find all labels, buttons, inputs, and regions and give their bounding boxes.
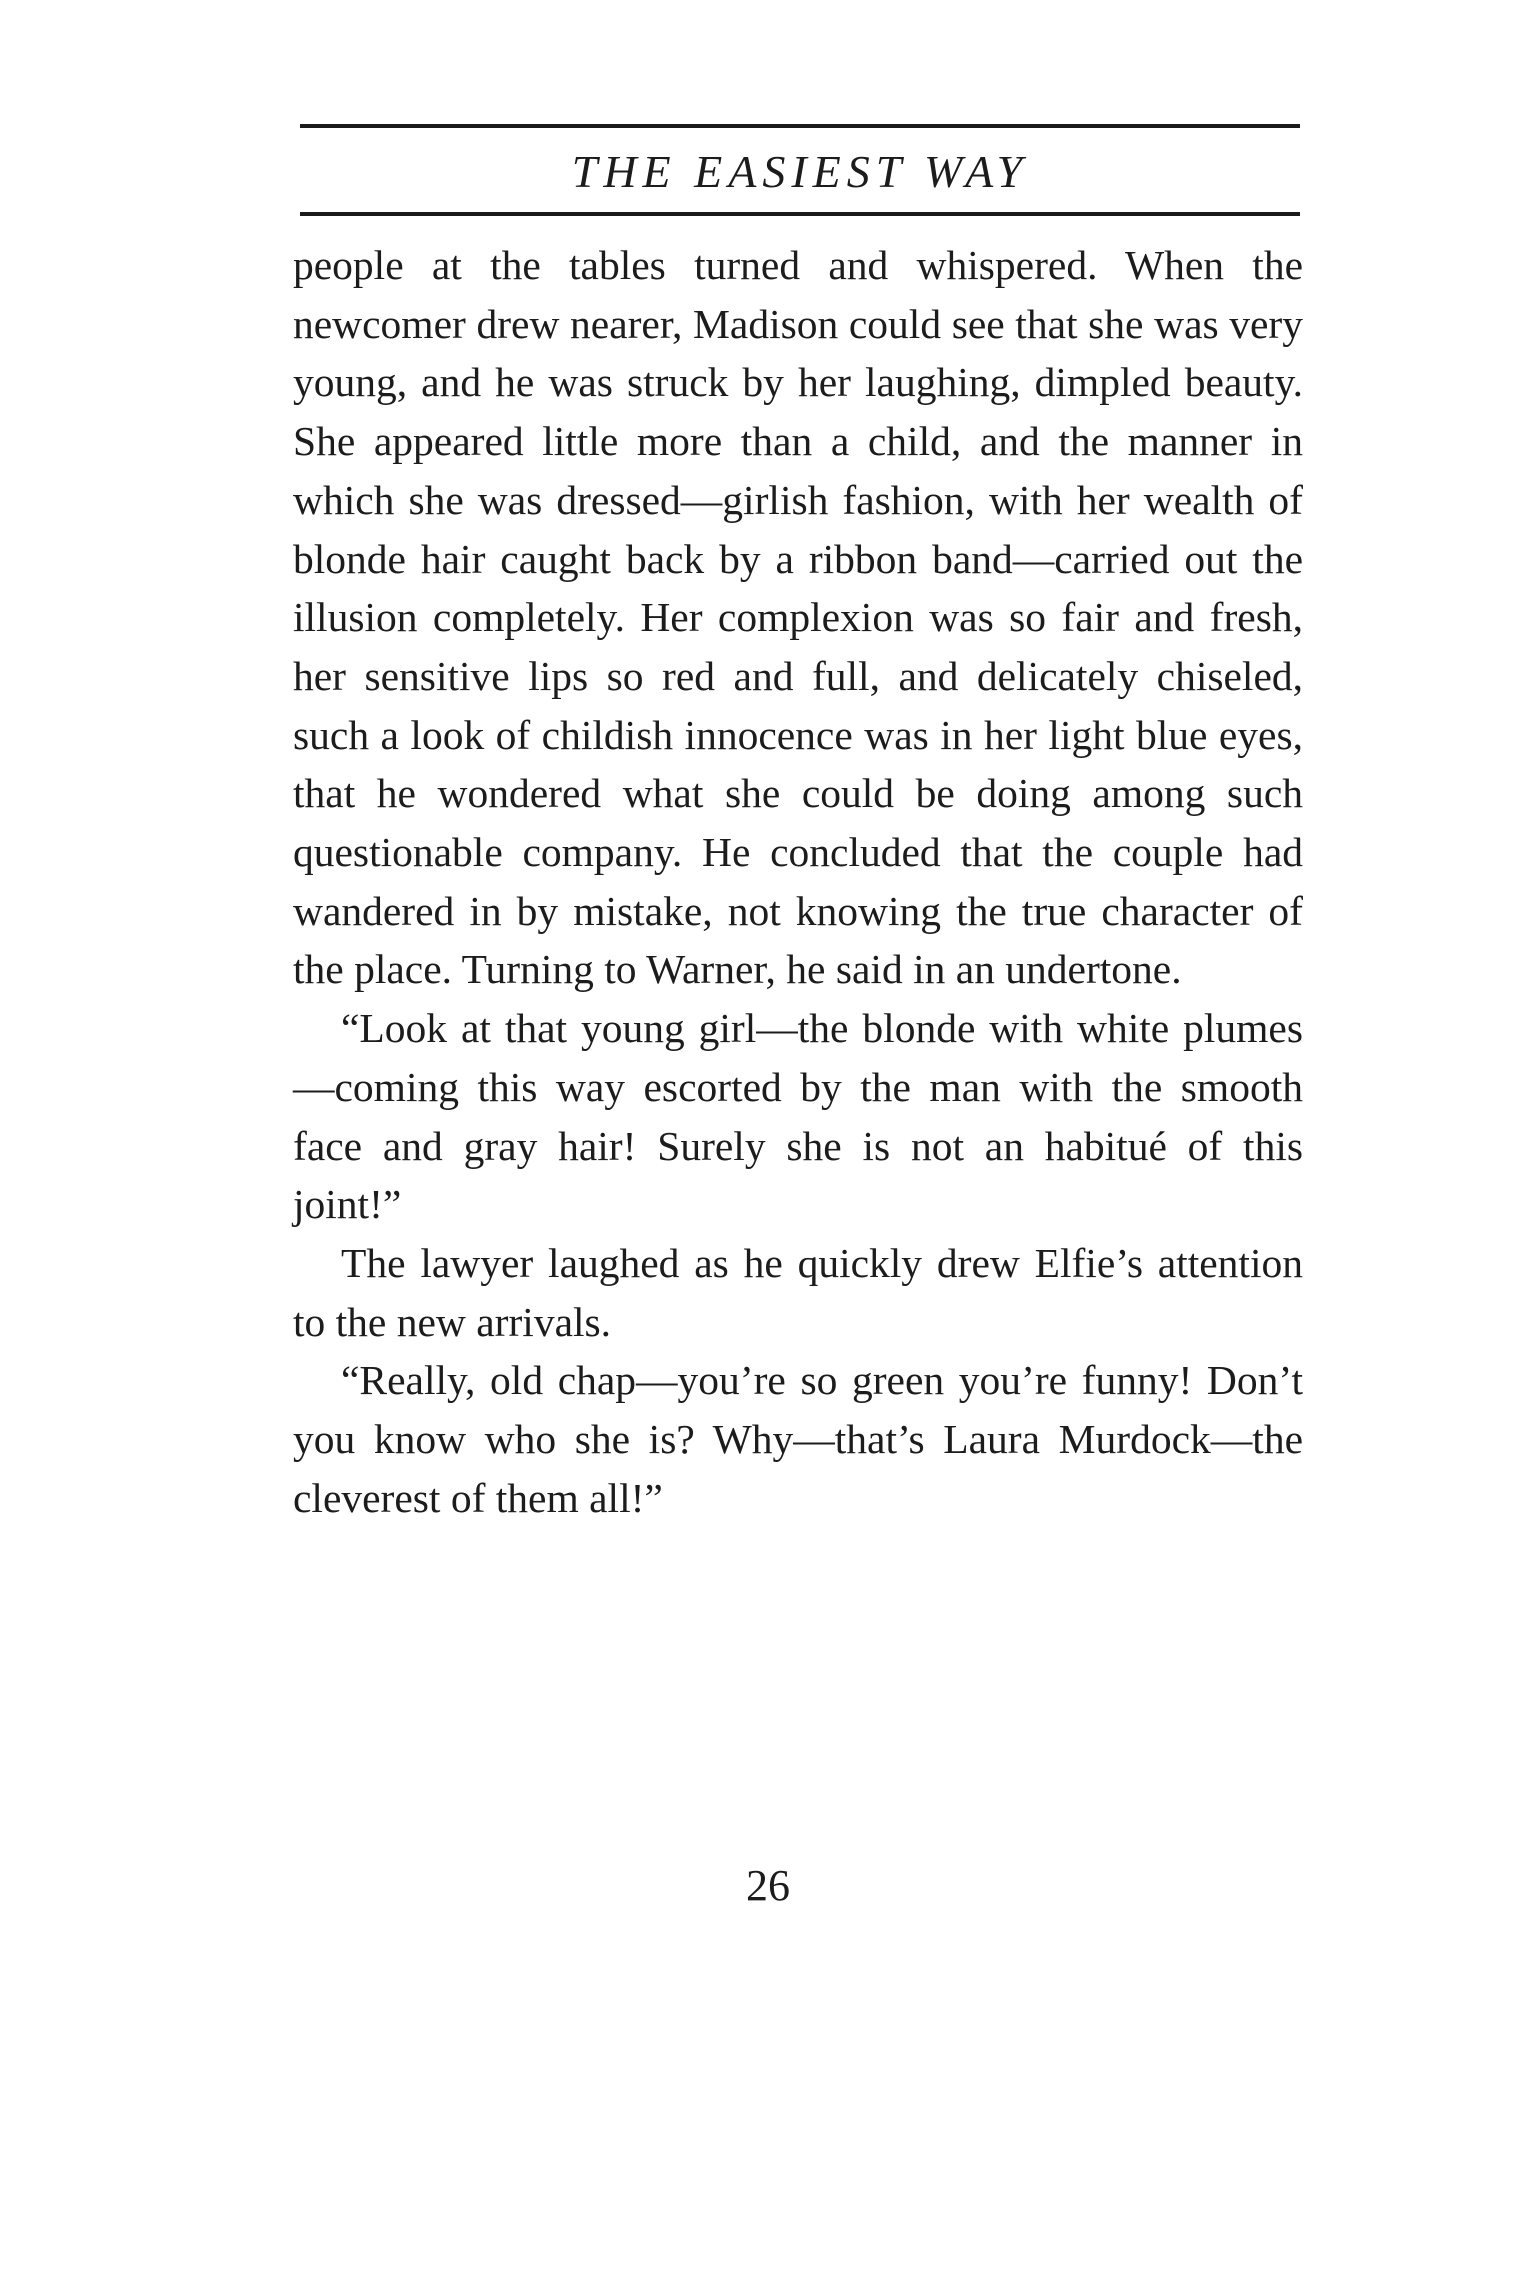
running-title: THE EASIEST WAY	[571, 146, 1029, 197]
header-bottom-rule	[300, 212, 1300, 216]
header-top-rule	[300, 124, 1300, 128]
paragraph-2: “Look at that young girl—the blonde with white plumes—coming this way escorted by the man with the smooth face and gray hair! Surely she is not an habitué of this joint!”	[293, 1005, 1303, 1228]
body-text	[293, 236, 1303, 1527]
paragraph-4: “Really, old chap—you’re so green you’re funny! Don’t you know who she is? Why—that’s Laura Murdock—the cleverest of them all!”	[293, 1357, 1303, 1521]
paragraph-3: The lawyer laughed as he quickly drew Elfie’s attention to the new arrivals.	[293, 1239, 1303, 1345]
page-number: 26	[746, 1861, 790, 1910]
paragraph-1: people at the tables turned and whispered. When the newcomer drew nearer, Madison could see that she was very young, and he was struck by her laughing, dimpled beauty. She appeared little more than a child, and the manner in which she was dressed—girlish fashion, with her wealth of blonde hair caught back by a ribbon band—carried out the illusion completely. Her complexion was so fair and fresh, her sensitive lips so red and full, and delicately chiseled, such a look of childish innocence was in her light blue eyes, that he wondered what she could be doing among such questionable company. He concluded that the couple had wandered in by mistake, not knowing the true character of the place. Turning to Warner, he said in an undertone.	[293, 242, 1303, 993]
running-header	[300, 124, 1300, 220]
